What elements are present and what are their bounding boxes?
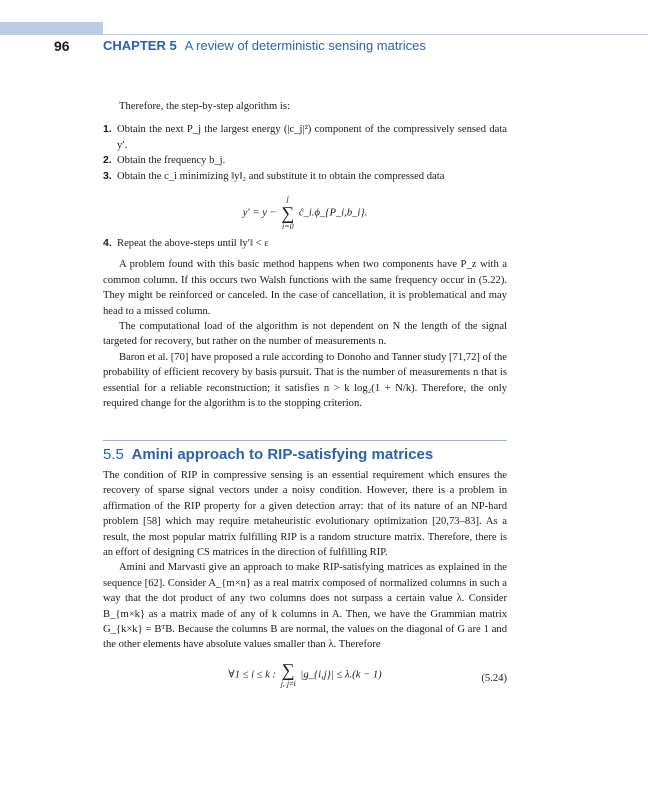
section-heading: 5.5 Amini approach to RIP-satisfying matrices xyxy=(103,445,434,463)
paragraph: Baron et al. [70] have proposed a rule according to Donoho and Tanner study [71,72] of the probability of efficient recovery by basis pursuit. That is the number of measurements n that is essential for a reliable reconstruction; it satisfies n > k log₂(1 + N/k). Therefore, the only required change for the algorithm is to the stopping criterion. xyxy=(103,351,507,410)
step-item: 4. Repeat the above-steps until ‖y′‖ < ε xyxy=(103,237,269,250)
page-body xyxy=(103,99,507,703)
page-number: 96 xyxy=(54,38,70,54)
running-head xyxy=(103,38,426,53)
paragraph: Amini and Marvasti give an approach to make RIP-satisfying matrices as explained in the sequence [62]. Consider A_{m×n} as a real matrix composed of normalized columns in such a way that the dot product of any two columns does not surpass a certain value λ. Consider B_{m×k} as a matrix made of any of k columns in A. Then, we have the Grammian matrix G_{k×k} = BᵀB. Because the columns B are normal, the values on the diagonal of G are 1 and the other elements have absolute values smaller than λ. Therefore xyxy=(103,562,507,651)
paragraph: The computational load of the algorithm is not dependent on N the length of the signal targeted for recovery, but rather on the number of measurements n. xyxy=(103,321,507,348)
step-item: 3. Obtain the c_i minimizing ‖y‖₂ and substitute it to obtain the compressed data xyxy=(103,169,445,182)
summation-symbol: j ∑ i=0 xyxy=(281,194,295,232)
algorithm-steps-continued xyxy=(103,236,507,251)
header-rule xyxy=(103,34,648,35)
algorithm-intro: Therefore, the step-by-step algorithm is: xyxy=(119,101,290,112)
header-accent-bar xyxy=(0,22,103,35)
paragraph: The condition of RIP in compressive sensing is an essential requirement which ensures the recovery of sparse signal vectors under a noisy condition. However, there is a problem in affirmation of the RIP property for a given detection array: that of its nature of an NP-hard problem [58] which may require metaheuristic evolutionary optimization [20,73–83]. As a result, the most popular matrix fulfilling RIP is a random structure matrix. Therefore, there is an effort of designing CS matrices in the direction of fulfilling RIP. xyxy=(103,469,507,558)
algorithm-steps xyxy=(103,122,507,184)
summation-symbol: ∑ j, j≠i xyxy=(280,659,296,688)
chapter-title: A review of deterministic sensing matrices xyxy=(184,38,426,53)
step-item: 1. Obtain the next P_j the largest energy (|c_j|²) component of the compressively sensed data y′. xyxy=(103,123,507,151)
equation-5-24: ∀1 ≤ i ≤ k : ∑ j, j≠i |g_{i,j}| ≤ λ.(k − 1) (5.24) xyxy=(228,659,507,688)
chapter-label: CHAPTER 5 xyxy=(103,38,177,53)
section-rule xyxy=(103,440,507,441)
paragraph: A problem found with this basic method happens when two components have P_z with a common column. If this occurs two Walsh functions with the same frequency occur in (5.22). They might be reinforced or canceled. In the case of cancellation, it is problematical and may head to a missed column. xyxy=(103,259,507,317)
step-item: 2. Obtain the frequency b_j. xyxy=(103,154,226,167)
equation-reconstruction: y′ = y − j ∑ i=0 ĉ_i.ϕ_{P_i,b_i}. xyxy=(242,194,368,232)
equation-number: (5.24) xyxy=(481,672,507,684)
